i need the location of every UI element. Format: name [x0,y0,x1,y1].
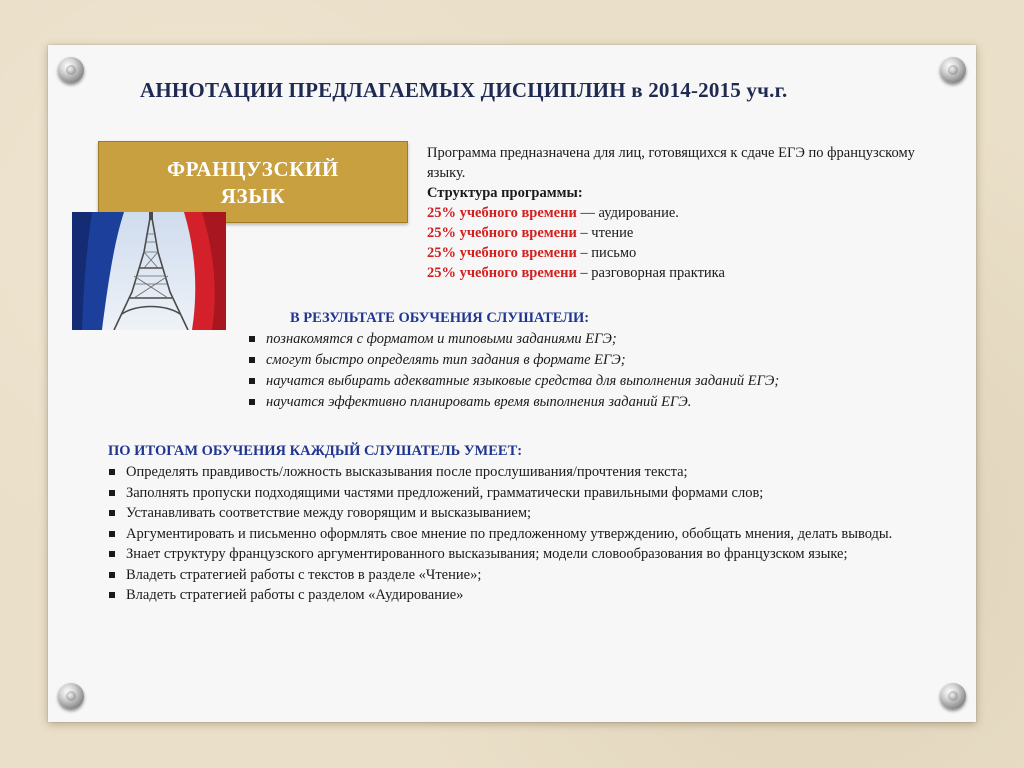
eiffel-tower-flag-image [72,212,226,330]
list-item [248,350,948,371]
square-bullet-icon [109,531,115,537]
list-item-text: Определять правдивость/ложность высказывания после прослушивания/прочтения текста; [126,464,688,480]
pushpin-icon [940,683,966,709]
subject-title [99,156,407,210]
square-bullet-icon [109,490,115,496]
program-item-share: 25% учебного времени [427,245,577,261]
program-item [427,223,947,243]
skills-heading: ПО ИТОГАМ ОБУЧЕНИЯ КАЖДЫЙ СЛУШАТЕЛЬ УМЕЕТ: [108,443,523,459]
list-item-text: познакомятся с форматом и типовыми заданиями ЕГЭ; [266,331,617,347]
list-item [248,329,948,350]
program-item-share: 25% учебного времени [427,205,577,221]
list-item-text: научатся эффективно планировать время выполнения заданий ЕГЭ. [266,394,692,410]
list-item [108,483,928,504]
skills-list [108,462,928,606]
square-bullet-icon [249,357,255,363]
program-structure-label: Структура программы: [427,185,583,201]
subject-title-line2: ЯЗЫК [220,184,286,208]
page-title: АННОТАЦИИ ПРЕДЛАГАЕМЫХ ДИСЦИПЛИН в 2014-2015 уч.г. [140,78,788,102]
pushpin-icon [58,683,84,709]
list-item-text: Владеть стратегией работы с текстов в разделе «Чтение»; [126,566,482,583]
pushpin-icon [940,57,966,83]
list-item-text: Устанавливать соответствие между говорящим и высказыванием; [126,505,532,521]
results-list [248,329,948,413]
program-item-separator: – [576,265,592,281]
program-item [427,263,947,283]
pushpin-icon [58,57,84,83]
program-intro: Программа предназначена для лиц, готовящихся к сдаче ЕГЭ по французскому языку. [427,145,915,181]
program-item-share: 25% учебного времени [427,265,577,281]
square-bullet-icon [249,336,255,342]
program-item-activity: аудирование. [598,205,679,221]
list-item-text: Знает структуру французского аргументированного высказывания; модели словообразования во французском языке; [126,546,848,562]
program-item-separator: – [576,225,592,241]
subject-title-line1: ФРАНЦУЗСКИЙ [167,157,339,181]
square-bullet-icon [109,592,115,598]
program-item [427,203,947,223]
list-item [108,462,928,483]
program-item [427,243,947,263]
list-item [108,585,928,606]
program-item-separator: – [576,245,592,261]
program-item-activity: разговорная практика [591,265,725,281]
list-item-text: научатся выбирать адекватные языковые средства для выполнения заданий ЕГЭ; [266,373,780,389]
square-bullet-icon [109,510,115,516]
square-bullet-icon [249,378,255,384]
list-item-text: Аргументировать и письменно оформлять свое мнение по предложенному утверждению, обобщать мнения, делать выводы. [126,525,893,542]
list-item-text: Владеть стратегией работы с разделом «Аудирование» [126,587,464,603]
program-item-activity: письмо [591,245,637,261]
list-item [108,544,928,565]
program-item-share: 25% учебного времени [427,225,577,241]
list-item [248,392,948,413]
list-item [108,503,928,524]
list-item [248,371,948,392]
square-bullet-icon [109,572,115,578]
program-item-activity: чтение [591,225,634,241]
program-description [427,143,947,283]
square-bullet-icon [109,469,115,475]
square-bullet-icon [109,551,115,557]
square-bullet-icon [249,399,255,405]
subject-badge [98,141,408,223]
list-item [108,524,928,545]
list-item [108,565,928,586]
results-heading: В РЕЗУЛЬТАТЕ ОБУЧЕНИЯ СЛУШАТЕЛИ: [290,310,590,326]
list-item-text: Заполнять пропуски подходящими частями предложений, грамматически правильными формами слов; [126,484,764,501]
program-item-separator: — [576,205,599,221]
list-item-text: смогут быстро определять тип задания в формате ЕГЭ; [266,352,626,368]
